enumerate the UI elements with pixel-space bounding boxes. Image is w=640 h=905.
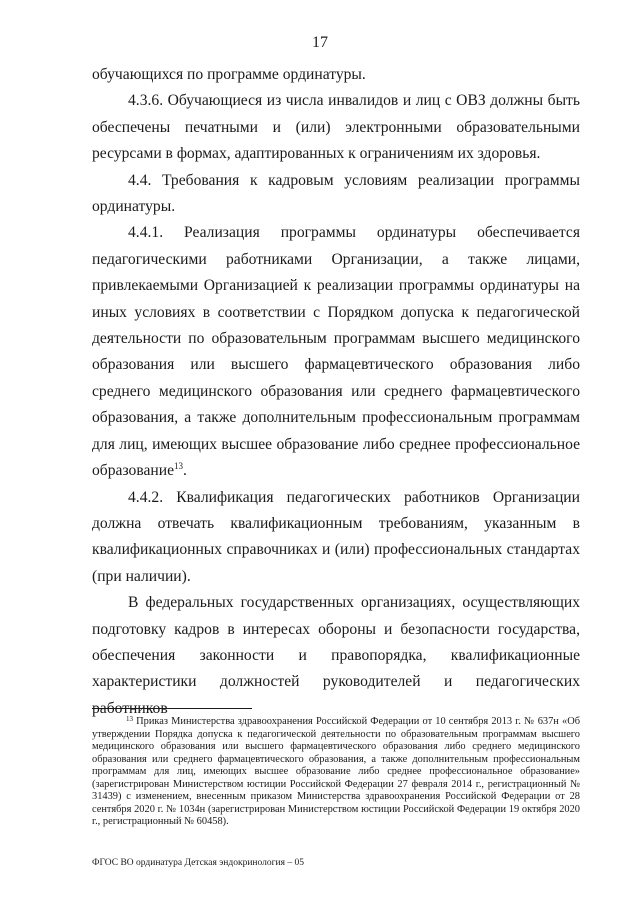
footnote-text: Приказ Министерства здравоохранения Российской Федерации от 10 сентября 2013 г. № 637н «Об утверждении Порядка допуска к педагогической деятельности по образовательным программам высшего медицинского образования или высшего фармацевтического образования либо среднего медицинского образования или среднего фармацевтического образования, а также дополнительным профессиональным программам для лиц, имеющих высшее образование либо среднее профессиональное образование» (зарегистрирован Министерством юстиции Российской Федерации 27 февраля 2014 г., регистрационный № 31439) с изменением, внесенным приказом Министерства здравоохранения Российской Федерации от 28 сентября 2020 г. № 1034н (зарегистрирован Министерством юстиции Российской Федерации 19 октября 2020 г., регистрационный № 60458).: [92, 716, 580, 827]
document-footer: ФГОС ВО ординатура Детская эндокринология – 05: [92, 858, 304, 868]
paragraph-federal-orgs: В федеральных государственных организациях, осуществляющих подготовку кадров в интересах обороны и безопасности государства, обеспечения законности и правопорядка, квалификационные характеристики должностей руководителей и педагогических работников: [92, 594, 580, 717]
main-text: [92, 62, 580, 722]
paragraph-4-4-1-end: .: [183, 462, 187, 480]
paragraph-4-3-6: 4.3.6. Обучающиеся из числа инвалидов и лиц с ОВЗ должны быть обеспечены печатными и (или) электронными образовательными ресурсами в формах, адаптированных к ограничениям их здоровья.: [92, 92, 580, 163]
page-number: 17: [312, 34, 328, 51]
footnote-separator: [92, 708, 252, 709]
footnote-marker: 13: [126, 715, 133, 723]
paragraph-4-4-1: [92, 220, 580, 484]
paragraph-4-4-1-text: 4.4.1. Реализация программы ординатуры обеспечивается педагогическими работниками Организации, а также лицами, привлекаемыми Организацией к реализации программы ординатуры на иных условиях в соответствии с Порядком допуска к педагогической деятельности по образовательным программам высшего медицинского образования или высшего фармацевтического образования либо среднего медицинского образования или среднего фармацевтического образования, а также дополнительным профессиональным программам для лиц, имеющих высшее образование либо среднее профессиональное образование: [92, 224, 580, 480]
paragraph-continuation: обучающихся по программе ординатуры.: [92, 66, 366, 83]
paragraph-4-4-2: 4.4.2. Квалификация педагогических работников Организации должна отвечать квалификационным требованиям, указанным в квалификационных справочниках и (или) профессиональных стандартах (при наличии).: [92, 488, 580, 585]
paragraph-4-4: 4.4. Требования к кадровым условиям реализации программы ординатуры.: [92, 171, 580, 216]
footnote: [92, 716, 580, 829]
footnote-reference[interactable]: 13: [174, 461, 184, 472]
